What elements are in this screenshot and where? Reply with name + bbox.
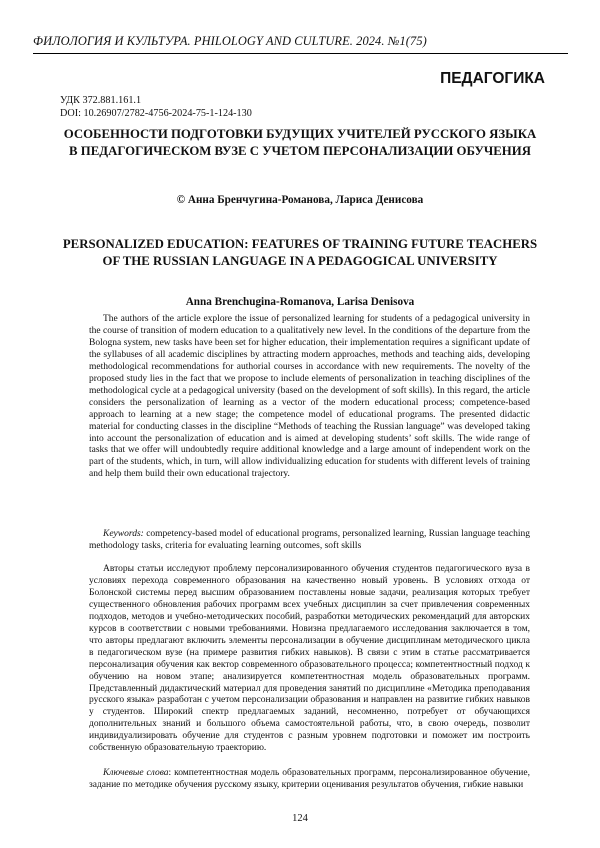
keywords-russian — [89, 768, 530, 792]
title-russian: ОСОБЕННОСТИ ПОДГОТОВКИ БУДУЩИХ УЧИТЕЛЕЙ РУССКОГО ЯЗЫКА В ПЕДАГОГИЧЕСКОМ ВУЗЕ С УЧЕТОМ ПЕРСОНАЛИЗАЦИИ ОБУЧЕНИЯ — [63, 127, 537, 158]
keywords-russian-text: : компетентностная модель образовательных программ, персонализированное обучение, задание по методике обучения русскому языку, критерии оценивания результатов обучения, гибкие навыки — [89, 768, 530, 790]
keywords-english-text: competency-based model of educational programs, personalized learning, Russian language teaching methodology tasks, criteria for evaluating learning outcomes, soft skills — [89, 529, 531, 551]
running-header: ФИЛОЛОГИЯ И КУЛЬТУРА. PHILOLOGY AND CULTURE. 2024. №1(75) — [33, 34, 427, 48]
doi: DOI: 10.26907/2782-4756-2024-75-1-124-130 — [60, 108, 252, 119]
header-rule — [33, 53, 568, 54]
authors-russian: © Анна Бренчугина-Романова, Лариса Денисова — [176, 194, 424, 206]
udk-code: УДК 372.881.161.1 — [60, 95, 142, 106]
page-number: 124 — [292, 813, 308, 824]
title-english: PERSONALIZED EDUCATION: FEATURES OF TRAINING FUTURE TEACHERS OF THE RUSSIAN LANGUAGE IN A PEDAGOGICAL UNIVERSITY — [62, 237, 538, 268]
keywords-russian-label: Ключевые слова — [103, 768, 169, 778]
authors-english: Anna Brenchugina-Romanova, Larisa Denisova — [185, 296, 415, 308]
abstract-english: The authors of the article explore the issue of personalized learning for students of a pedagogical university in the course of transition of modern education to a qualitatively new level. In the conditions of the departure from the Bologna system, new tasks have been set for higher education, their implementation requires a significant update of the syllabuses of all academic disciplines by attracting modern approaches, methods and teaching aids, developing methodological recommendations for authorial courses in accordance with new requirements. The novelty of the proposed study lies in the fact that we propose to include elements of personalization in teaching disciplines of the methodological cycle at a pedagogical university (based on the development of soft skills). In this regard, the article considers the personalization of learning as a vector of the modern educational process; competence-based approach to learning at a new stage; the competence model of educational programs. The presented didactic material for conducting classes in the discipline “Methods of teaching the Russian language” was developed taking into account the personalization of education and is aimed at developing students’ soft skills. The wide range of tasks that we offer will undoubtedly require additional knowledge and a large amount of independent work on the part of the students, which, in turn, will allow individualizing education for students with different levels of training and help them build their own educational trajectory. — [89, 314, 530, 480]
section-label: ПЕДАГОГИКА — [440, 70, 545, 87]
keywords-english-label: Keywords: — [103, 529, 144, 539]
article-identifiers — [60, 94, 252, 120]
keywords-english — [89, 529, 530, 553]
abstract-russian: Авторы статьи исследуют проблему персонализированного обучения студентов педагогического вуза в условиях перехода современного образования на качественно новый уровень. В условиях отхода от Болонской системы перед высшим образованием поставлены новые задачи, реализация которых требует существенного обновления рабочих программ всех учебных дисциплин за счет привлечения современных подходов, методов и учебно-методических пособий, разработки методических рекомендаций для авторских курсов в соответствии с новыми требованиями. Новизна предлагаемого исследования заключается в том, что авторы предлагают включить элементы персонализации в обучение дисциплинам методического цикла в педагогическом вузе (на примере развития гибких навыков). В связи с этим в статье рассматривается персонализация обучения как вектор современного образовательного процесса; компетентностный подход к обучению на новом этапе; анализируется компетентностная модель образовательных программ. Представленный дидактический материал для проведения занятий по дисциплине «Методика преподавания русского языка» разработан с учетом персонализации образования и направлен на развитие гибких навыков у студентов. Широкий спектр предлагаемых заданий, несомненно, потребует от обучающихся дополнительных знаний и большого объема самостоятельной работы, что, в свою очередь, позволит индивидуализировать обучение для студентов с разным уровнем подготовки и поможет им построить собственную образовательную траекторию. — [89, 564, 530, 754]
